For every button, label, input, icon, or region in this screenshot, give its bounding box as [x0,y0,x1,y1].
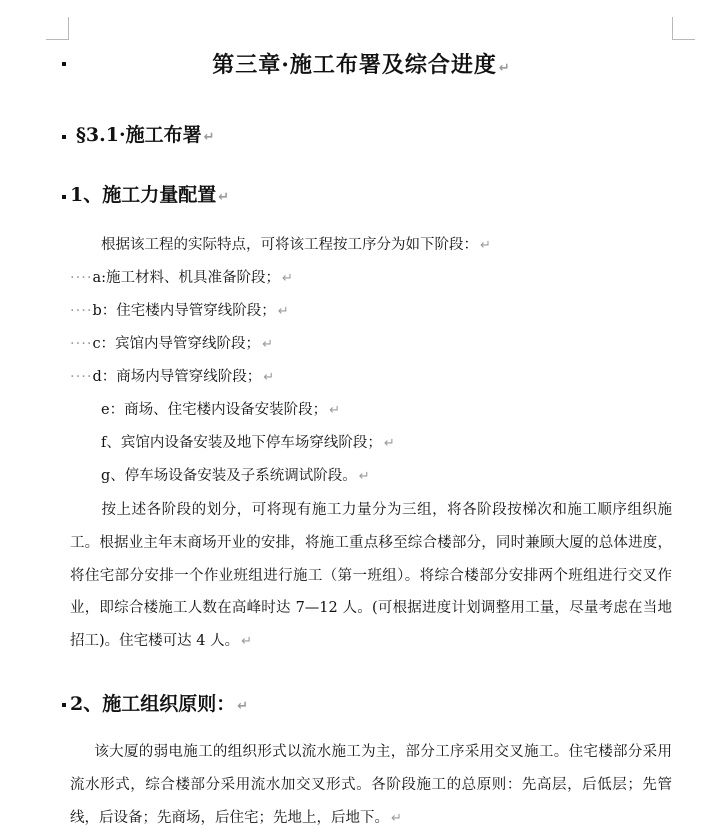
stage-item[interactable]: ····d：商场内导管穿线阶段； ↵ [70,369,275,385]
list-bullet-marker [62,195,66,199]
list-bullet-marker [62,703,66,707]
body-paragraph-force-plan[interactable]: 按上述各阶段的划分，可将现有施工力量分为三组，将各阶段按梯次和施工顺序组织施工。根据业主年末商场开业的安排，将施工重点移至综合楼部分，同时兼顾大厦的总体进度，将住宅部分安排一个作业班组进行施工（第一班组）。将综合楼部分安排两个班组进行交叉作业，即综合楼施工人数在高峰时达 7—12 人。(可根据进度计划调整用工量，尽量考虑在当地招工)。住宅楼可达 4 人。 ↵ [70,502,672,650]
chapter-title[interactable]: 第三章·施工布署及综合进度 ↵ [212,52,511,78]
stage-item[interactable]: ····b：住宅楼内导管穿线阶段； ↵ [70,303,289,319]
stage-item[interactable]: ····a:施工材料、机具准备阶段； ↵ [70,270,293,286]
subheading-organization-principles[interactable]: 2、施工组织原则： ↵ [70,693,249,715]
stage-item[interactable]: e：商场、住宅楼内设备安装阶段； ↵ [101,402,340,418]
section-heading[interactable]: §3.1·施工布署 ↵ [76,124,215,146]
subheading-force-allocation[interactable]: 1、施工力量配置 ↵ [70,184,230,206]
list-bullet-marker [62,135,66,139]
stage-item[interactable]: f、宾馆内设备安装及地下停车场穿线阶段； ↵ [101,435,395,451]
intro-line[interactable]: 根据该工程的实际特点，可将该工程按工序分为如下阶段： ↵ [101,237,491,253]
stage-item[interactable]: ····c：宾馆内导管穿线阶段； ↵ [70,336,273,352]
stage-item[interactable]: g、停车场设备安装及子系统调试阶段。 ↵ [101,468,370,484]
margin-corner-top-right [672,17,695,40]
body-paragraph-principles[interactable]: 该大厦的弱电施工的组织形式以流水施工为主，部分工序采用交叉施工。住宅楼部分采用流水形式，综合楼部分采用流水加交叉形式。各阶段施工的总原则：先高层，后低层；先管线，后设备；先商场，后住宅；先地上，后地下。 ↵ [70,744,672,826]
margin-corner-top-left [46,17,69,40]
